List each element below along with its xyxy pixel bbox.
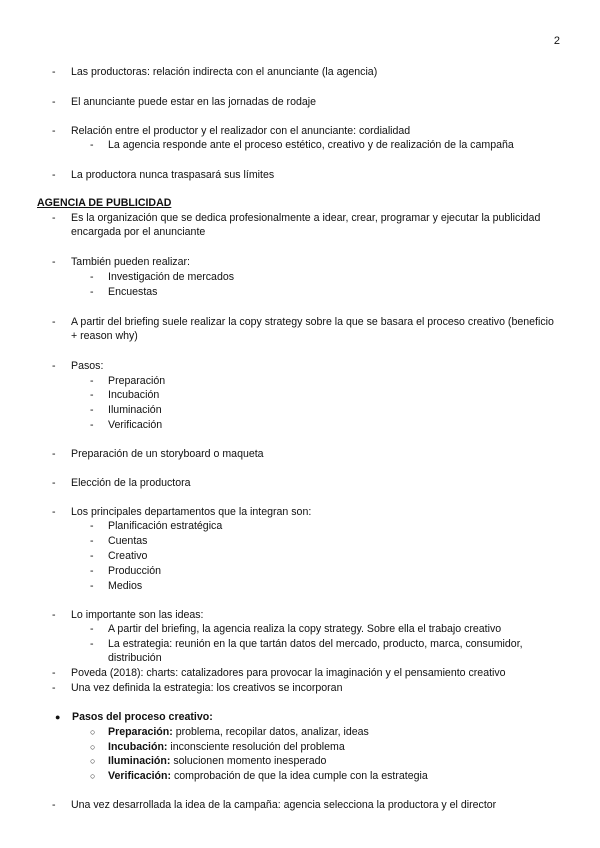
circle-bullet-icon: ○ — [90, 727, 96, 737]
dash-marker: - — [52, 682, 56, 694]
dash-marker: - — [90, 565, 94, 577]
dash-marker: - — [52, 667, 56, 679]
dash-marker: - — [52, 212, 56, 224]
dash-marker: - — [52, 609, 56, 621]
dash-marker: - — [90, 271, 94, 283]
dash-marker: - — [90, 404, 94, 416]
dash-marker: - — [52, 360, 56, 372]
circle-bullet-icon: ○ — [90, 771, 96, 781]
dash-marker: - — [90, 580, 94, 592]
dash-marker: - — [90, 638, 94, 650]
dash-marker: - — [52, 799, 56, 811]
dash-marker: - — [90, 550, 94, 562]
dash-marker: - — [90, 419, 94, 431]
dash-marker: - — [90, 375, 94, 387]
section-heading: AGENCIA DE PUBLICIDAD — [37, 197, 172, 209]
dash-marker: - — [90, 286, 94, 298]
circle-bullet-icon: ○ — [90, 742, 96, 752]
dash-marker: - — [90, 389, 94, 401]
page-number: 2 — [553, 35, 560, 47]
dash-marker: - — [90, 139, 94, 151]
dash-marker: - — [52, 125, 56, 137]
circle-bullet-icon: ○ — [90, 756, 96, 766]
dash-marker: - — [52, 256, 56, 268]
dash-marker: - — [52, 96, 56, 108]
dash-marker: - — [52, 169, 56, 181]
dash-marker: - — [52, 66, 56, 78]
dash-marker: - — [52, 448, 56, 460]
dash-marker: - — [52, 316, 56, 328]
dash-marker: - — [90, 623, 94, 635]
dash-marker: - — [90, 520, 94, 532]
bullet-icon: ● — [55, 712, 61, 722]
dash-marker: - — [90, 535, 94, 547]
dash-marker: - — [52, 477, 56, 489]
dash-marker: - — [52, 506, 56, 518]
